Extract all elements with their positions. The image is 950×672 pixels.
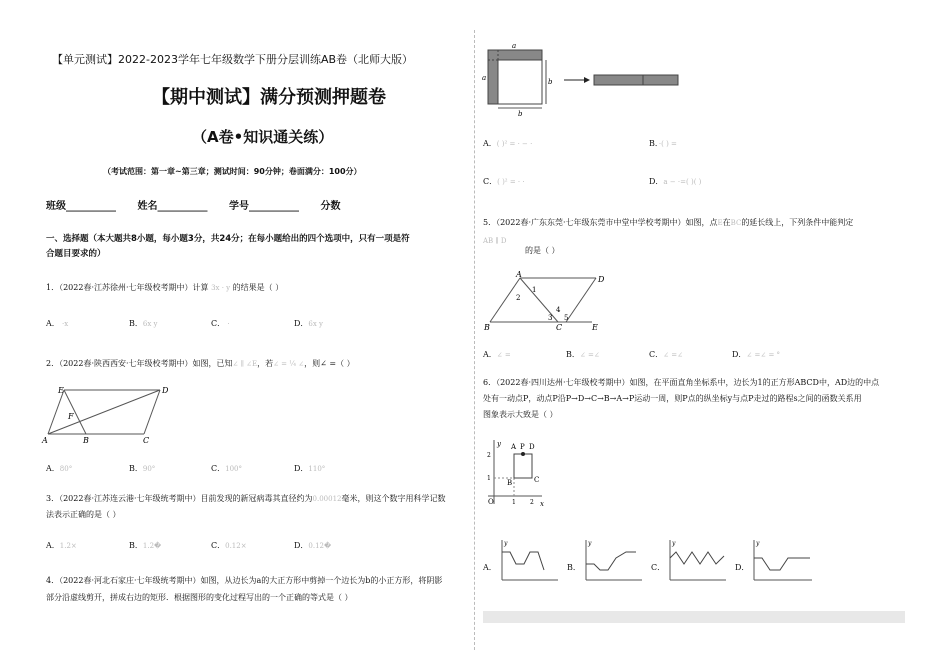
q5-label-4: 4 bbox=[556, 306, 561, 314]
q3-number: 0.00012 bbox=[312, 495, 342, 503]
q3-stem bbox=[46, 491, 446, 523]
q5-a-value: ∠ = bbox=[496, 351, 511, 359]
q2-option-d[interactable] bbox=[294, 463, 325, 475]
q4-stem bbox=[46, 572, 442, 606]
q5-b-label: B． bbox=[566, 350, 580, 359]
page-subtitle: （A卷•知识通关练） bbox=[192, 128, 334, 146]
q5-label-3: 3 bbox=[548, 314, 553, 322]
q5-option-d[interactable] bbox=[732, 349, 780, 361]
section1-heading bbox=[46, 232, 410, 262]
q4-c-label: C． bbox=[483, 177, 498, 186]
q6-graph-c bbox=[660, 536, 730, 588]
q5-c-value: ∠ =∠ bbox=[663, 351, 683, 359]
q2-mid: ，若 bbox=[257, 359, 274, 368]
q5-line1: 5．（2022春·广东东莞·七年级东莞市中堂中学校考期中）如图，点 bbox=[483, 218, 718, 227]
q1-expr: 3x · y bbox=[211, 284, 231, 292]
q5-label-b: B bbox=[484, 323, 490, 332]
q5-d-label: D． bbox=[732, 350, 747, 359]
q6-tick-x1: 1 bbox=[512, 499, 516, 506]
q5-option-a[interactable] bbox=[483, 349, 511, 361]
q2-option-c[interactable] bbox=[211, 463, 242, 475]
q5-label-a: A bbox=[516, 270, 522, 279]
q6-graph-a bbox=[492, 536, 562, 588]
q4-c-value: ( )² = · · bbox=[497, 178, 525, 186]
q1-option-b[interactable] bbox=[129, 318, 157, 330]
q1-option-d[interactable] bbox=[294, 318, 323, 330]
q5-d-value: ∠ =∠ = ° bbox=[746, 351, 781, 359]
id-label: 学号 bbox=[228, 201, 249, 212]
info-fields bbox=[46, 197, 340, 212]
q1-tail: 的结果是（ ） bbox=[232, 283, 284, 292]
q2-text: 2．（2022春·陕西西安·七年级校考期中）如图，已知 bbox=[46, 359, 233, 368]
q2-stem bbox=[46, 358, 355, 370]
q2-label-f: F bbox=[68, 412, 74, 421]
q5-bc: BC bbox=[730, 219, 742, 227]
q1-option-a[interactable] bbox=[46, 318, 68, 330]
q4-a-label: A． bbox=[483, 139, 497, 148]
q5-label-5: 5 bbox=[564, 314, 569, 322]
q3-a-label: A． bbox=[46, 541, 60, 550]
q1-d-label: D． bbox=[294, 319, 309, 328]
q6-line1: 6．（2022春·四川达州·七年级校考期中）如图，在平面直角坐标系中，边长为1的正方形ABCD中，AD边的中点 bbox=[483, 378, 880, 387]
q1-stem bbox=[46, 282, 283, 294]
q1-d-value: 6x y bbox=[308, 320, 324, 328]
q1-a-label: A． bbox=[46, 319, 60, 328]
exam-info: （考试范围：第一章~第三章；测试时间：90分钟；卷面满分：100分） bbox=[103, 167, 362, 176]
exam-header: 【单元测试】2022-2023学年七年级数学下册分层训练AB卷（北师大版） bbox=[52, 53, 414, 66]
q5-a-label: A． bbox=[483, 350, 497, 359]
q6-line2: 处有一动点P，动点P沿P→D→C→B→A→P运动一周，则P点的纵坐标y与点P走过的路程s之间的函数关系用 bbox=[483, 394, 862, 403]
q3-tail: 毫米，则这个数字用科学记数 bbox=[341, 494, 446, 503]
q5-on: 在 bbox=[722, 218, 731, 227]
q5-label-d: D bbox=[598, 275, 605, 284]
q4-option-b[interactable] bbox=[649, 138, 677, 150]
q2-b-label: B． bbox=[129, 464, 143, 473]
q5-option-b[interactable] bbox=[566, 349, 600, 361]
q3-d-label: D． bbox=[294, 541, 309, 550]
q4-label-b-right: b bbox=[548, 78, 553, 86]
q4-label-a-top: a bbox=[512, 42, 517, 50]
q2-label-e: E bbox=[58, 386, 64, 395]
q1-c-value: · bbox=[225, 320, 230, 328]
q2-a-value: 80° bbox=[59, 465, 73, 473]
q4-d-value: a − ·=( )( ) bbox=[663, 178, 702, 186]
q2-label-d: D bbox=[162, 386, 169, 395]
q4-line2: 部分沿虚线剪开，拼成右边的矩形．根据图形的变化过程写出的一个正确的等式是（ ） bbox=[46, 593, 353, 602]
q4-option-d[interactable] bbox=[649, 176, 701, 188]
q3-b-value: 1.2� bbox=[142, 542, 162, 550]
q5-label-1: 1 bbox=[532, 286, 537, 294]
q6-tick-y2: 2 bbox=[487, 452, 491, 459]
q6-label-o: O bbox=[488, 498, 494, 506]
q3-b-label: B． bbox=[129, 541, 143, 550]
q6-stem bbox=[483, 375, 879, 423]
q1-a-value: ·x bbox=[59, 320, 69, 328]
q6-label-b: B bbox=[507, 479, 513, 487]
id-blank: __________ bbox=[248, 201, 299, 212]
q3-c-label: C． bbox=[211, 541, 226, 550]
q5-option-c[interactable] bbox=[649, 349, 683, 361]
q6-b-y: y bbox=[588, 540, 592, 547]
name-label: 姓名 bbox=[137, 201, 158, 212]
q6-label-p: P bbox=[520, 443, 525, 451]
q5-stem bbox=[483, 211, 853, 263]
q4-option-a[interactable] bbox=[483, 138, 532, 150]
q3-option-b[interactable] bbox=[129, 540, 161, 552]
q5-tail: 的延长线上，下列条件中能判定 bbox=[741, 218, 854, 227]
q2-d-label: D． bbox=[294, 464, 309, 473]
q6-label-c: C bbox=[534, 476, 540, 484]
section1-line1: 一、选择题（本大题共8小题，每小题3分，共24分；在每小题给出的四个选项中，只有一项是符 bbox=[46, 234, 410, 244]
q3-d-value: 0.12� bbox=[308, 542, 332, 550]
q5-label-e: E bbox=[592, 323, 598, 332]
q3-option-d[interactable] bbox=[294, 540, 331, 552]
q6-label-a: A bbox=[511, 443, 517, 451]
q2-label-a: A bbox=[42, 436, 48, 445]
q5-c-label: C． bbox=[649, 350, 664, 359]
q6-option-d[interactable]: D． bbox=[735, 563, 750, 572]
footer-bar bbox=[483, 611, 905, 623]
q6-option-c[interactable]: C． bbox=[651, 563, 666, 572]
q5-b-value: ∠ =∠ bbox=[579, 351, 600, 359]
q2-option-a[interactable] bbox=[46, 463, 72, 475]
q6-label-y: y bbox=[497, 440, 501, 448]
q2-fraction: ∠ = ¼ ∠ bbox=[273, 360, 305, 368]
q1-option-c[interactable] bbox=[211, 318, 230, 330]
q5-label-2: 2 bbox=[516, 294, 521, 302]
q3-line2: 法表示正确的是（ ） bbox=[46, 510, 121, 519]
class-blank: __________ bbox=[66, 201, 116, 212]
q3-a-value: 1.2× bbox=[59, 542, 77, 550]
q2-b-value: 90° bbox=[142, 465, 156, 473]
q2-figure bbox=[40, 384, 170, 446]
q6-tick-y1: 1 bbox=[487, 475, 491, 482]
q3-text: 3．（2022春·江苏连云港·七年级统考期中）目前发现的新冠病毒其直径约为 bbox=[46, 494, 313, 503]
q5-figure bbox=[480, 270, 610, 332]
q2-label-b: B bbox=[83, 436, 89, 445]
q3-option-c[interactable] bbox=[211, 540, 247, 552]
q6-option-b[interactable]: B． bbox=[567, 563, 581, 572]
q2-d-value: 110° bbox=[308, 465, 326, 473]
q2-tail: ，则∠ =（ ） bbox=[304, 359, 355, 368]
q6-figure bbox=[480, 436, 550, 512]
q4-option-c[interactable] bbox=[483, 176, 525, 188]
q3-c-value: 0.12× bbox=[225, 542, 247, 550]
class-label: 班级 bbox=[46, 201, 66, 212]
q4-b-value: ·( ) = bbox=[658, 140, 677, 148]
q6-c-y: y bbox=[672, 540, 676, 547]
q2-c-label: C． bbox=[211, 464, 226, 473]
q2-c-value: 100° bbox=[225, 465, 242, 473]
page-title: 【期中测试】满分预测押题卷 bbox=[152, 87, 386, 108]
q5-point-e: E bbox=[717, 219, 723, 227]
q5-label-c: C bbox=[556, 323, 563, 332]
q6-line3: 图象表示大致是（ ） bbox=[483, 410, 558, 419]
q4-label-a-left: a bbox=[482, 74, 487, 82]
q2-condition: ∠ ∥ ∠E bbox=[232, 360, 258, 368]
q6-graph-d bbox=[744, 536, 816, 588]
q5-line2-tail: 的是（ ） bbox=[525, 246, 560, 255]
q4-a-value: ( )² = · − · bbox=[496, 140, 533, 148]
column-divider bbox=[474, 30, 475, 650]
score-label: 分数 bbox=[320, 201, 341, 212]
q1-c-label: C． bbox=[211, 319, 226, 328]
q4-d-label: D． bbox=[649, 177, 664, 186]
q4-figure bbox=[480, 40, 680, 118]
q6-label-x: x bbox=[540, 500, 544, 508]
q6-graph-b bbox=[576, 536, 646, 588]
q3-option-a[interactable] bbox=[46, 540, 77, 552]
q6-tick-x2: 2 bbox=[530, 499, 534, 506]
q2-a-label: A． bbox=[46, 464, 60, 473]
q6-d-y: y bbox=[756, 540, 760, 547]
q4-line1: 4．（2022春·河北石家庄·七年级统考期中）如图，从边长为a的大正方形中剪掉一个边长为b的小正方形，将阴影 bbox=[46, 576, 443, 585]
q1-b-label: B． bbox=[129, 319, 143, 328]
q4-label-b-bottom: b bbox=[518, 110, 523, 118]
q6-option-a[interactable]: A． bbox=[483, 563, 497, 572]
q6-a-y: y bbox=[504, 540, 508, 547]
q2-option-b[interactable] bbox=[129, 463, 155, 475]
q6-label-d: D bbox=[529, 443, 535, 451]
q5-expr: AB ∥ D bbox=[483, 237, 507, 245]
name-blank: __________ bbox=[157, 201, 208, 212]
section1-line2: 合题目要求的） bbox=[46, 249, 106, 259]
q1-b-value: 6x y bbox=[142, 320, 158, 328]
q4-b-label: B． bbox=[649, 139, 659, 148]
q2-label-c: C bbox=[143, 436, 150, 445]
q1-text: 1．（2022春·江苏徐州·七年级校考期中）计算 bbox=[46, 283, 209, 292]
